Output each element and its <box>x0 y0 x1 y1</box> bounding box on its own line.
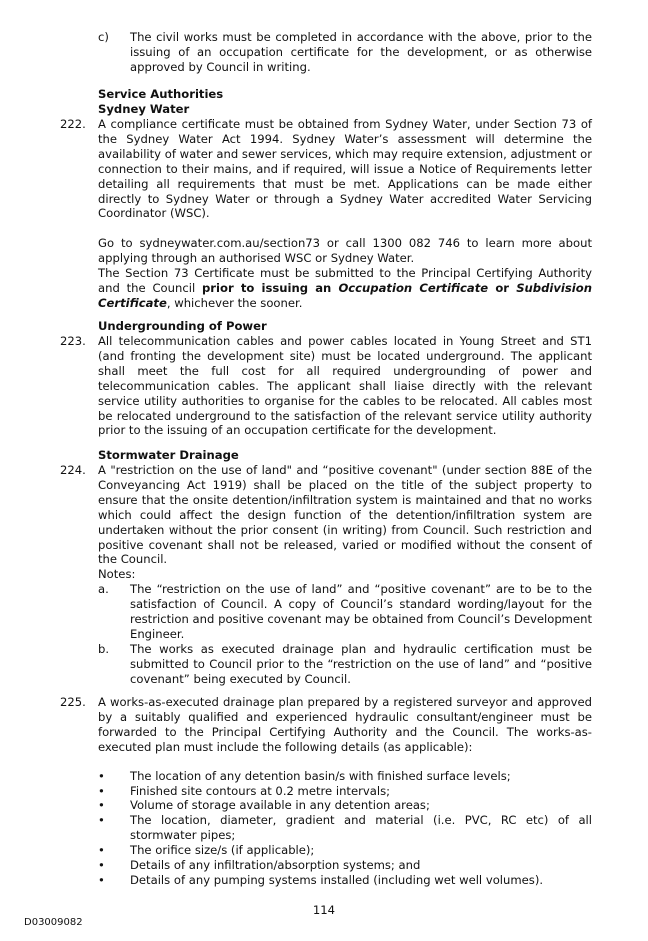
bold-text: prior to issuing an <box>201 281 339 296</box>
sub-item-label: c) <box>98 30 109 44</box>
condition-paragraph: A "restriction on the use of land" and “positive covenant" (under section 88E of the Conveyancing Act 1919) shall be placed on the title of the subject property to ensure that the onsite detention/infiltration system is maintained and that no works which could affect the design function of the detention/infiltration system are undertaken without the prior consent (in writing) from Council. Such restriction and positive covenant shall not be released, varied or modified without the consent of the Council. <box>98 463 592 567</box>
bullet-text: Volume of storage available in any detention areas; <box>130 798 430 813</box>
section-heading: Undergrounding of Power <box>98 319 267 333</box>
section-heading: Service Authorities <box>98 87 224 101</box>
bold-italic-text: Occupation Certificate <box>338 281 489 296</box>
service-authorities-block <box>60 87 592 117</box>
note-text: The “restriction on the use of land” and “positive covenant” are to be to the satisfaction of Council. A copy of Council’s standard wording/layout for the restriction and positive covenant may be obtained from Council’s Development Engineer. <box>130 582 592 641</box>
bullet-icon: • <box>98 768 105 783</box>
bullet-icon: • <box>98 798 105 813</box>
bullet-icon: • <box>98 858 105 873</box>
condition-paragraph: All telecommunication cables and power cables located in Young Street and ST1 (and fronting the development site) must be located underground. The applicant shall meet the full cost for all required undergrounding of power and telecommunication cables. The applicant shall liaise directly with the relevant service utility authorities to organise for the cables to be relocated. All cables most be relocated underground to the satisfaction of the relevant service utility authority prior to the issuing of an occupation certificate for the development. <box>98 334 592 438</box>
bullet-item <box>98 798 592 813</box>
stormwater-block <box>60 448 592 463</box>
sub-item-text: The civil works must be completed in accordance with the above, prior to the issuing of an occupation certificate for the development, or as otherwise approved by Council in writing. <box>130 30 592 74</box>
section-heading: Stormwater Drainage <box>98 448 239 462</box>
condition-number: 224. <box>60 463 86 477</box>
note-item <box>98 582 592 642</box>
condition-224 <box>60 463 592 687</box>
page-number: 114 <box>312 903 336 917</box>
paragraph-text: The Section 73 Certificate must be submitted to the Principal Certifying Authority and the Council <box>98 266 592 296</box>
subsection-heading: Sydney Water <box>98 101 190 116</box>
bullet-icon: • <box>98 843 105 858</box>
condition-225 <box>60 695 592 888</box>
bold-text: or <box>488 281 517 296</box>
condition-paragraph: Go to sydneywater.com.au/section73 or call 1300 082 746 to learn more about applying through an authorised WSC or Sydney Water. <box>98 236 592 266</box>
sub-item <box>98 30 592 75</box>
item-c <box>60 30 592 75</box>
document-id: D03009082 <box>24 917 83 928</box>
bullet-text: Finished site contours at 0.2 metre intervals; <box>130 783 391 798</box>
bullet-text: Details of any pumping systems installed (including wet well volumes). <box>130 872 544 887</box>
condition-number: 225. <box>60 695 86 709</box>
bullet-item <box>98 784 592 799</box>
note-text: The works as executed drainage plan and hydraulic certification must be submitted to Council prior to the “restriction on the use of land” and “positive covenant” being executed by Council. <box>130 641 592 686</box>
condition-number: 223. <box>60 334 86 348</box>
condition-222 <box>60 117 592 311</box>
condition-paragraph <box>98 266 592 311</box>
bullet-icon: • <box>98 813 105 828</box>
bullet-text: The location, diameter, gradient and material (i.e. PVC, RC etc) of all stormwater pipes; <box>130 813 592 843</box>
undergrounding-block <box>60 319 592 334</box>
condition-paragraph: A compliance certificate must be obtained from Sydney Water, under Section 73 of the Sydney Water Act 1994. Sydney Water’s assessment will determine the availability of water and sewer services, which may require extension, adjustment or connection to their mains, and if required, will issue a Notice of Requirements letter detailing all requirements that must be met. Applications can be made either directly to Sydney Water or through a Sydney Water accredited Water Servicing Coordinator (WSC). <box>98 117 592 221</box>
note-item <box>98 642 592 687</box>
bullet-text: The location of any detention basin/s with finished surface levels; <box>130 768 511 783</box>
bullet-item <box>98 858 592 873</box>
paragraph-text: , whichever the sooner. <box>166 295 303 310</box>
bullet-icon: • <box>98 783 105 798</box>
note-label: b. <box>98 641 110 656</box>
bullet-item <box>98 769 592 784</box>
condition-223 <box>60 334 592 438</box>
bullet-item <box>98 813 592 843</box>
condition-number: 222. <box>60 117 86 131</box>
bullet-text: The orifice size/s (if applicable); <box>130 843 315 858</box>
note-label: a. <box>98 582 109 597</box>
bold-italic-text: Subdivision Certificate <box>98 281 592 310</box>
bullet-item <box>98 843 592 858</box>
notes-label: Notes: <box>98 567 136 582</box>
bullet-text: Details of any infiltration/absorption systems; and <box>130 858 421 873</box>
bullet-icon: • <box>98 872 105 887</box>
condition-paragraph: A works-as-executed drainage plan prepared by a registered surveyor and approved by a suitably qualified and experienced hydraulic consultant/engineer must be forwarded to the Principal Certifying Authority and the Council. The works-as-executed plan must include the following details (as applicable): <box>98 695 592 754</box>
bullet-item <box>98 873 592 888</box>
